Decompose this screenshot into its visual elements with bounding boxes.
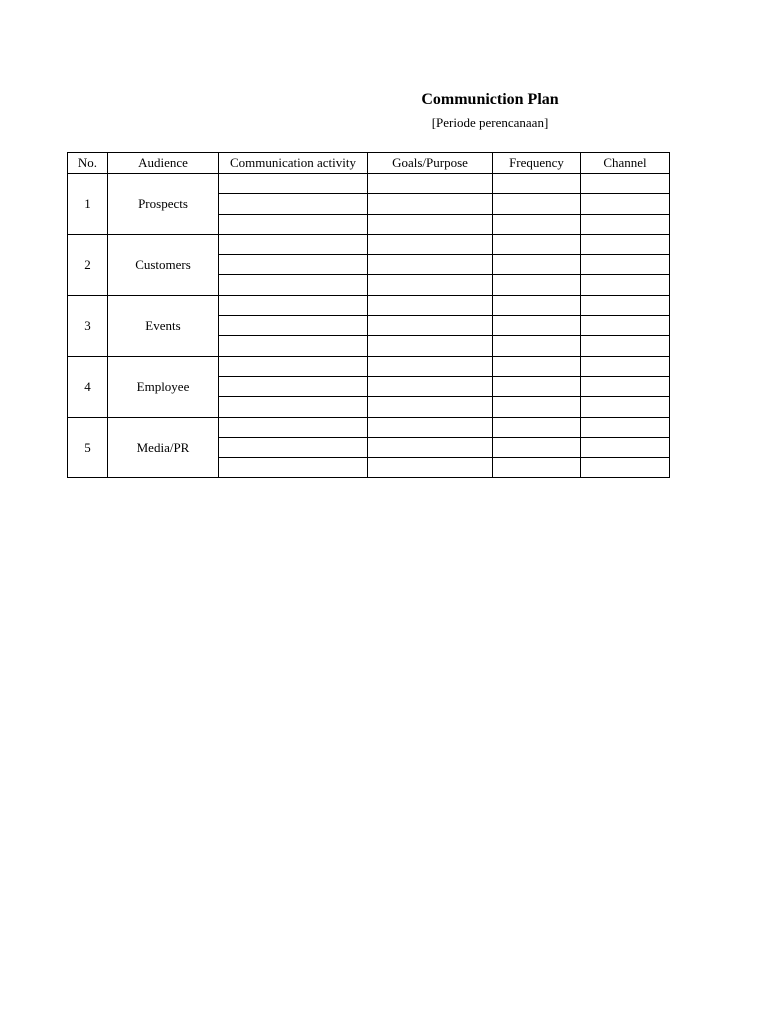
goals-purpose-cell	[368, 174, 493, 194]
frequency-cell	[493, 255, 581, 275]
table-row	[68, 356, 670, 376]
communication-activity-cell	[219, 417, 368, 437]
frequency-cell	[493, 336, 581, 356]
row-number-cell: 1	[68, 174, 108, 235]
goals-purpose-cell	[368, 417, 493, 437]
header-frequency: Frequency	[493, 153, 581, 174]
communication-activity-cell	[219, 316, 368, 336]
communication-activity-cell	[219, 234, 368, 254]
header-goals-purpose: Goals/Purpose	[368, 153, 493, 174]
channel-cell	[581, 275, 670, 295]
communication-activity-cell	[219, 255, 368, 275]
goals-purpose-cell	[368, 194, 493, 214]
channel-cell	[581, 234, 670, 254]
goals-purpose-cell	[368, 437, 493, 457]
table-header-row	[68, 153, 670, 174]
goals-purpose-cell	[368, 295, 493, 315]
row-number-cell: 2	[68, 234, 108, 295]
channel-cell	[581, 458, 670, 478]
frequency-cell	[493, 356, 581, 376]
goals-purpose-cell	[368, 376, 493, 396]
audience-cell: Customers	[108, 234, 219, 295]
header-no: No.	[68, 153, 108, 174]
frequency-cell	[493, 234, 581, 254]
communication-activity-cell	[219, 437, 368, 457]
channel-cell	[581, 417, 670, 437]
communication-plan-table	[67, 152, 670, 478]
frequency-cell	[493, 295, 581, 315]
communication-activity-cell	[219, 275, 368, 295]
communication-activity-cell	[219, 376, 368, 396]
communication-activity-cell	[219, 295, 368, 315]
channel-cell	[581, 437, 670, 457]
frequency-cell	[493, 316, 581, 336]
frequency-cell	[493, 397, 581, 417]
channel-cell	[581, 295, 670, 315]
header-communication-activity: Communication activity	[219, 153, 368, 174]
frequency-cell	[493, 417, 581, 437]
audience-cell: Employee	[108, 356, 219, 417]
document-subtitle: [Periode perencanaan]	[431, 115, 549, 130]
frequency-cell	[493, 458, 581, 478]
table-row	[68, 295, 670, 315]
row-number-cell: 3	[68, 295, 108, 356]
goals-purpose-cell	[368, 255, 493, 275]
audience-cell: Events	[108, 295, 219, 356]
channel-cell	[581, 214, 670, 234]
communication-activity-cell	[219, 214, 368, 234]
table-row	[68, 417, 670, 437]
communication-activity-cell	[219, 336, 368, 356]
frequency-cell	[493, 174, 581, 194]
goals-purpose-cell	[368, 214, 493, 234]
frequency-cell	[493, 194, 581, 214]
frequency-cell	[493, 437, 581, 457]
goals-purpose-cell	[368, 356, 493, 376]
goals-purpose-cell	[368, 458, 493, 478]
goals-purpose-cell	[368, 397, 493, 417]
frequency-cell	[493, 376, 581, 396]
communication-activity-cell	[219, 458, 368, 478]
channel-cell	[581, 194, 670, 214]
communication-activity-cell	[219, 356, 368, 376]
communication-activity-cell	[219, 194, 368, 214]
goals-purpose-cell	[368, 234, 493, 254]
table-row	[68, 174, 670, 194]
communication-activity-cell	[219, 397, 368, 417]
table-row	[68, 234, 670, 254]
channel-cell	[581, 316, 670, 336]
channel-cell	[581, 336, 670, 356]
row-number-cell: 4	[68, 356, 108, 417]
table-body	[68, 174, 670, 478]
frequency-cell	[493, 214, 581, 234]
audience-cell: Prospects	[108, 174, 219, 235]
header-channel: Channel	[581, 153, 670, 174]
channel-cell	[581, 174, 670, 194]
channel-cell	[581, 397, 670, 417]
row-number-cell: 5	[68, 417, 108, 478]
audience-cell: Media/PR	[108, 417, 219, 478]
goals-purpose-cell	[368, 275, 493, 295]
channel-cell	[581, 255, 670, 275]
frequency-cell	[493, 275, 581, 295]
goals-purpose-cell	[368, 316, 493, 336]
header-audience: Audience	[108, 153, 219, 174]
goals-purpose-cell	[368, 336, 493, 356]
channel-cell	[581, 376, 670, 396]
document-title: Communiction Plan	[421, 91, 559, 108]
channel-cell	[581, 356, 670, 376]
communication-activity-cell	[219, 174, 368, 194]
